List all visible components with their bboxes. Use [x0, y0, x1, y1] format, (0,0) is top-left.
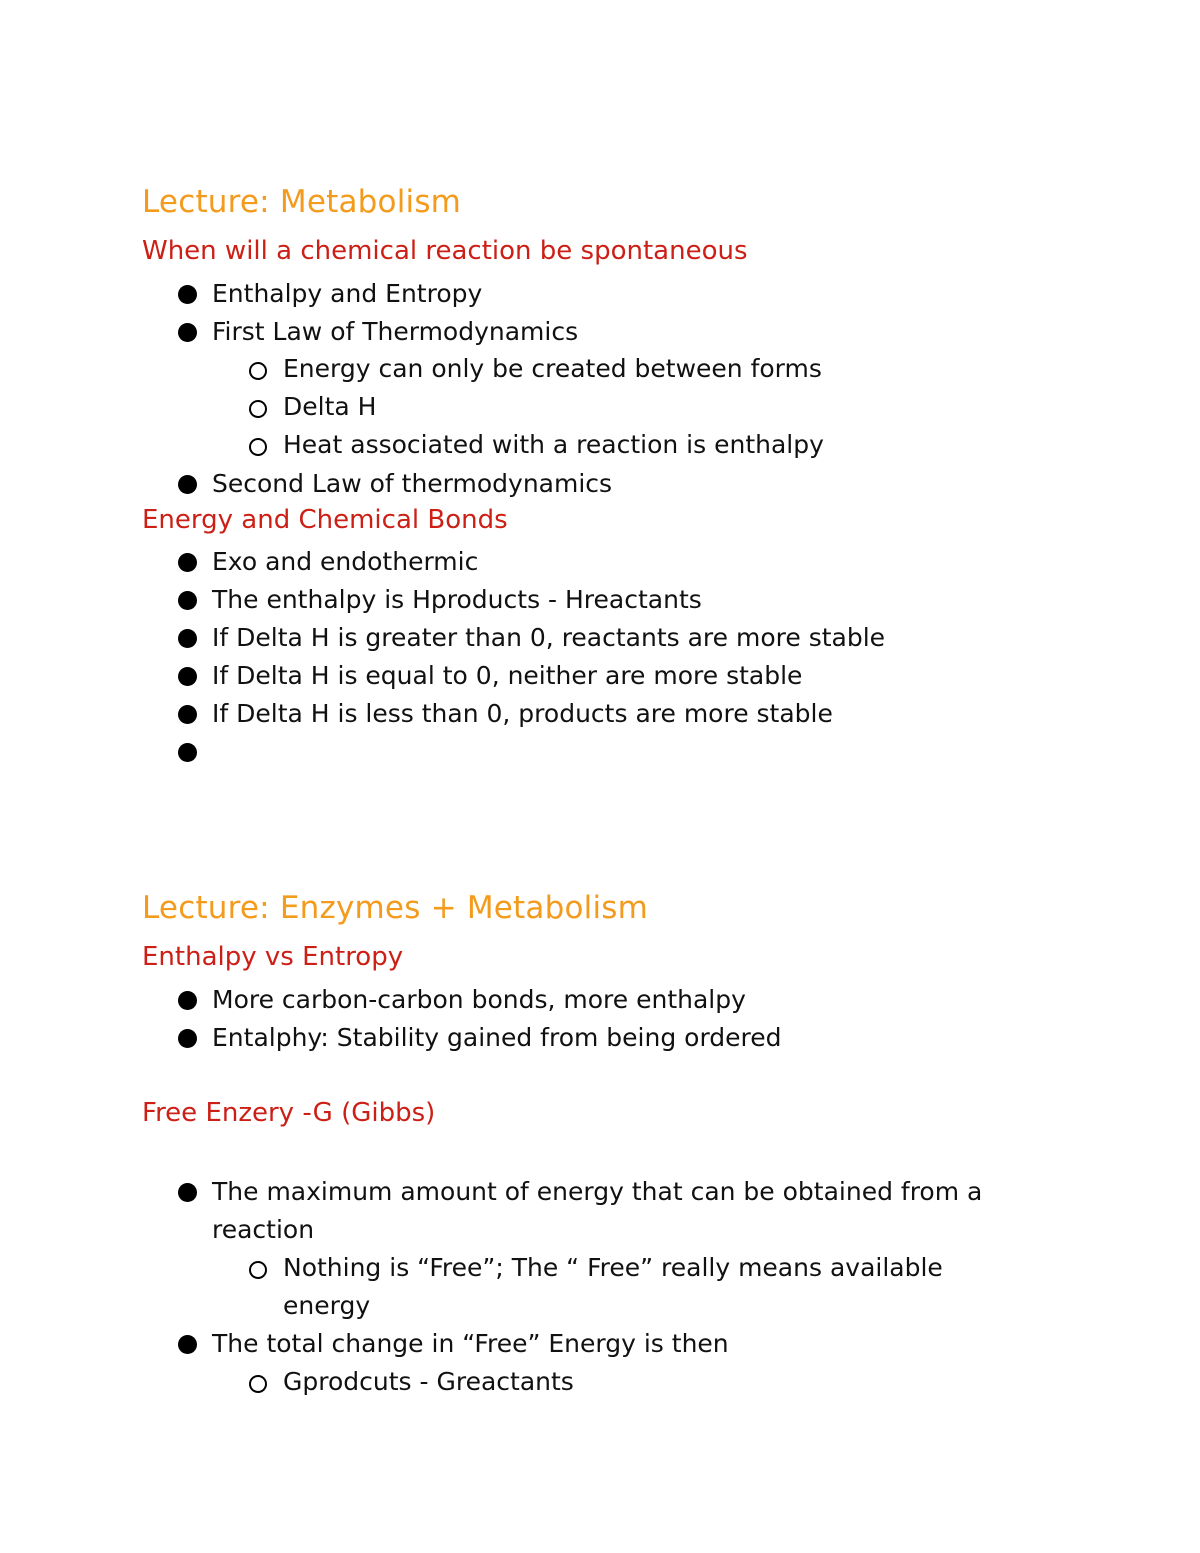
bullet-icon — [178, 475, 197, 494]
bullet-icon — [178, 667, 197, 686]
list-item: If Delta H is greater than 0, reactants are more stable — [212, 623, 886, 652]
list-item: Delta H — [283, 392, 377, 421]
lecture-title: Lecture: Enzymes + Metabolism — [142, 890, 649, 926]
bullet-icon — [178, 705, 197, 724]
circle-bullet-icon — [249, 1375, 267, 1393]
circle-bullet-icon — [249, 438, 267, 456]
section-heading: Energy and Chemical Bonds — [142, 505, 508, 535]
list-item: Entalphy: Stability gained from being ordered — [212, 1023, 782, 1052]
list-item: Energy can only be created between forms — [283, 354, 822, 383]
section-heading: When will a chemical reaction be spontaneous — [142, 236, 748, 266]
bullet-icon — [178, 323, 197, 342]
section-heading: Free Enzery -G (Gibbs) — [142, 1098, 436, 1128]
list-item: Second Law of thermodynamics — [212, 469, 613, 498]
list-item: The enthalpy is Hproducts - Hreactants — [212, 585, 702, 614]
list-item: Exo and endothermic — [212, 547, 479, 576]
bullet-icon — [178, 629, 197, 648]
list-item: Gprodcuts - Greactants — [283, 1367, 574, 1396]
bullet-icon — [178, 991, 197, 1010]
list-item-continuation: reaction — [212, 1215, 315, 1244]
bullet-icon — [178, 1029, 197, 1048]
list-item: First Law of Thermodynamics — [212, 317, 579, 346]
list-item-continuation: energy — [283, 1291, 371, 1320]
list-item: If Delta H is less than 0, products are more stable — [212, 699, 833, 728]
lecture-title: Lecture: Metabolism — [142, 184, 462, 220]
list-item: More carbon-carbon bonds, more enthalpy — [212, 985, 746, 1014]
bullet-icon — [178, 1183, 197, 1202]
bullet-icon — [178, 743, 197, 762]
bullet-icon — [178, 1335, 197, 1354]
list-item: Enthalpy and Entropy — [212, 279, 483, 308]
list-item: The total change in “Free” Energy is then — [212, 1329, 729, 1358]
list-item: The maximum amount of energy that can be obtained from a — [212, 1177, 983, 1206]
list-item: Nothing is “Free”; The “ Free” really means available — [283, 1253, 943, 1282]
list-item: Heat associated with a reaction is enthalpy — [283, 430, 824, 459]
bullet-icon — [178, 285, 197, 304]
bullet-icon — [178, 553, 197, 572]
list-item: If Delta H is equal to 0, neither are more stable — [212, 661, 803, 690]
bullet-icon — [178, 591, 197, 610]
circle-bullet-icon — [249, 400, 267, 418]
section-heading: Enthalpy vs Entropy — [142, 942, 404, 972]
circle-bullet-icon — [249, 1261, 267, 1279]
circle-bullet-icon — [249, 362, 267, 380]
